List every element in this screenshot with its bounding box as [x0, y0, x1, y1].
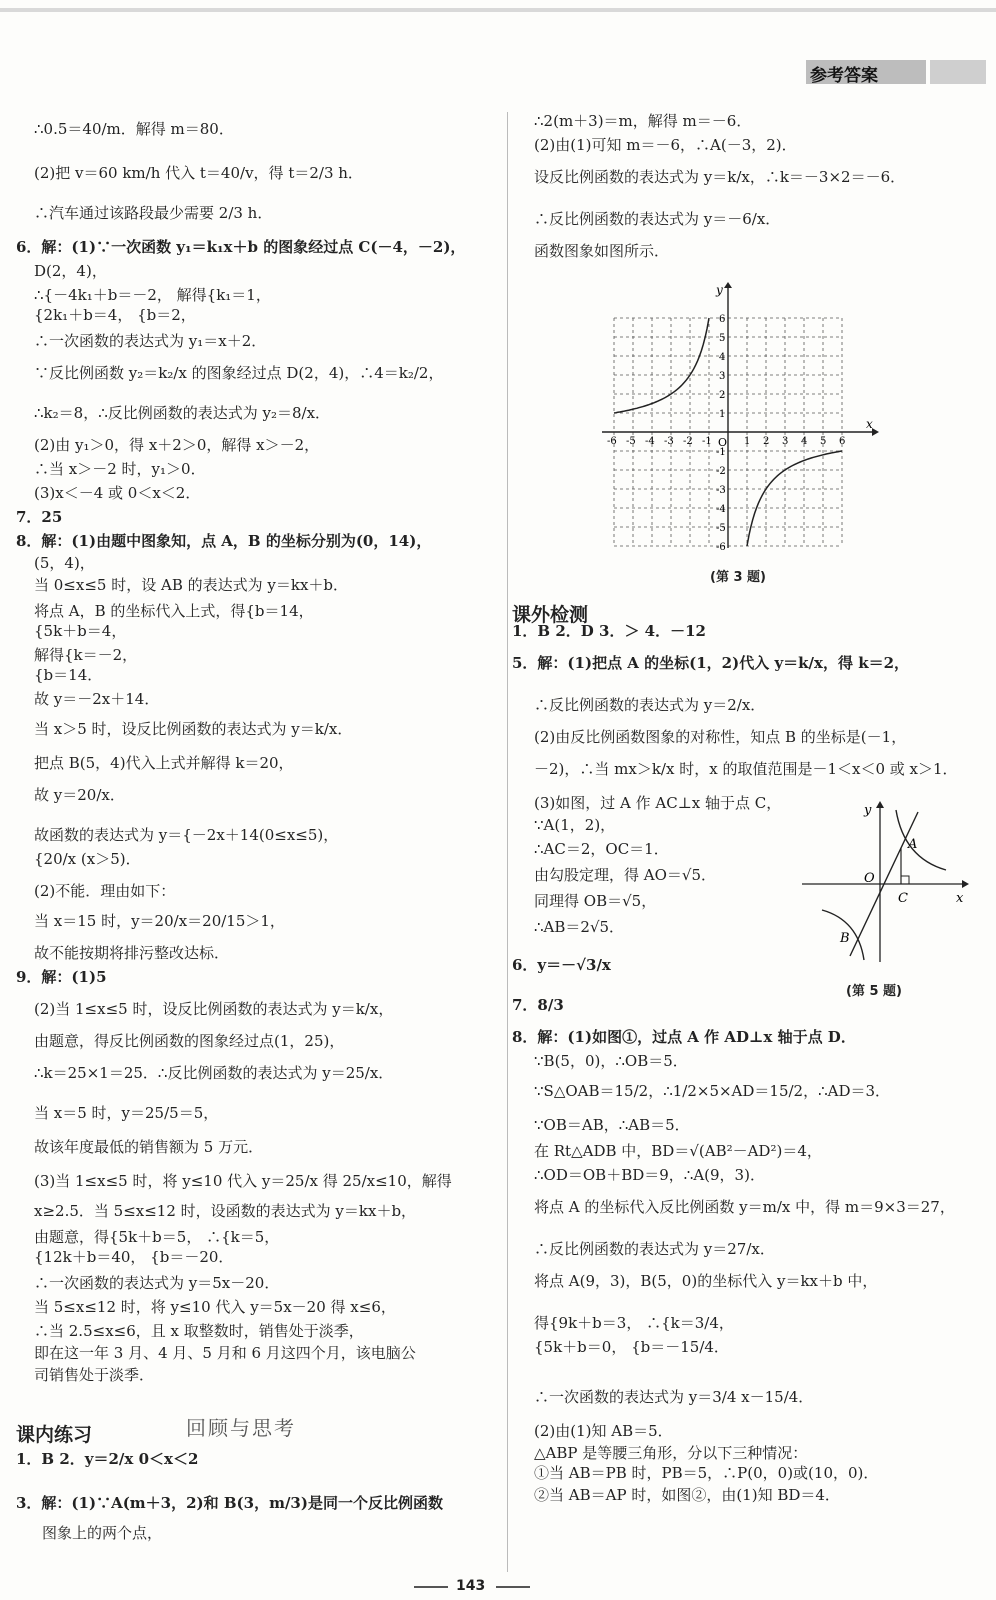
curve-branch-4	[747, 451, 842, 546]
y-tick-label: -6	[716, 542, 726, 553]
right-angle-mark	[901, 876, 909, 884]
text-line: △ABP 是等腰三角形，分以下三种情况：	[534, 1444, 808, 1462]
text-line: 司销售处于淡季．	[34, 1366, 155, 1384]
text-line: 由题意，得反比例函数的图象经过点(1，25)，	[34, 1032, 345, 1050]
text-line: (2)由 y₁＞0，得 x＋2＞0，解得 x＞－2，	[34, 436, 320, 454]
y-tick-label: 1	[719, 409, 726, 420]
graph-ticks	[607, 314, 845, 553]
text-line: 将点 A，B 的坐标代入上式，得{b＝14，	[34, 602, 314, 620]
text-line: ∴{－4k₁＋b＝－2， 解得{k₁＝1，	[34, 286, 271, 304]
text-line: {2k₁＋b＝4， {b＝2，	[34, 306, 196, 324]
x-tick-label: 1	[744, 436, 751, 447]
y-tick-label: -2	[716, 466, 726, 477]
x-tick-label: 6	[839, 436, 846, 447]
column-divider	[507, 112, 508, 1572]
text-line: 由题意，得{5k＋b＝5， ∴{k＝5，	[34, 1228, 280, 1246]
x-axis-label: x	[866, 417, 873, 431]
label-y: y	[864, 803, 872, 818]
text-line: 将点 A(9，3)，B(5，0)的坐标代入 y＝kx＋b 中，	[534, 1272, 878, 1290]
text-line: ∵A(1，2)，	[534, 816, 616, 834]
text-line: ∵反比例函数 y₂＝k₂/x 的图象经过点 D(2，4)，∴4＝k₂/2，	[34, 364, 444, 382]
text-line: 设反比例函数的表达式为 y＝k/x，∴k＝－3×2＝－6．	[534, 168, 906, 186]
text-line: 当 x＝15 时，y＝20/x＝20/15＞1，	[34, 912, 285, 930]
x-tick-label: -2	[683, 436, 693, 447]
text-line: 故 y＝20/x．	[34, 786, 125, 804]
origin-label: O	[718, 436, 728, 449]
x-tick-label: 5	[820, 436, 827, 447]
y-axis-arrow-icon	[876, 801, 884, 808]
text-line: 同理得 OB＝√5，	[534, 892, 657, 910]
answer-tag	[806, 60, 926, 84]
text-line: 1．B 2．y＝2/x 0＜x＜2	[16, 1450, 199, 1468]
y-tick-label: 4	[719, 352, 726, 363]
text-line: 7．25	[16, 508, 63, 526]
text-line: 函数图象如图所示．	[534, 242, 670, 260]
text-line: 3．解：(1)∵A(m＋3，2)和 B(3，m/3)是同一个反比例函数	[16, 1494, 443, 1512]
text-line: ∵B(5，0)，∴OB＝5．	[534, 1052, 688, 1070]
text-line: 6．y＝－√3/x	[512, 956, 611, 974]
y-axis-label: y	[716, 283, 723, 297]
text-line: (3)x＜－4 或 0＜x＜2．	[34, 484, 201, 502]
caption-problem-5: (第 5 题)	[846, 984, 902, 999]
label-b: B	[840, 931, 850, 946]
x-tick-label: 4	[801, 436, 808, 447]
text-line: 1．B 2．D 3．＞ 4．－12	[512, 622, 706, 640]
x-axis-arrow-icon	[962, 880, 969, 888]
text-line: (3)当 1≤x≤5 时，将 y≤10 代入 y＝25/x 得 25/x≤10，解得	[34, 1172, 452, 1190]
text-line: ∵OB＝AB，∴AB＝5．	[534, 1116, 690, 1134]
text-line: 将点 A 的坐标代入反比例函数 y＝m/x 中，得 m＝9×3＝27，	[534, 1198, 955, 1216]
text-line: 8．解：(1)由题中图象知，点 A，B 的坐标分别为(0，14)，	[16, 532, 432, 550]
x-axis-arrow-icon	[872, 428, 879, 436]
y-tick-label: -1	[716, 447, 726, 458]
footer-rule-left	[414, 1586, 448, 1588]
label-c: C	[898, 891, 908, 906]
answer-tag-label: 参考答案	[810, 66, 878, 86]
y-axis-arrow-icon	[724, 282, 732, 288]
tag-bar	[930, 60, 986, 84]
y-tick-label: -4	[716, 504, 726, 515]
graph-problem-3	[600, 282, 880, 554]
review-title: 回顾与思考	[186, 1416, 296, 1440]
y-tick-label: -5	[716, 523, 726, 534]
top-rule	[0, 8, 996, 12]
text-line: 即在这一年 3 月、4 月、5 月和 6 月这四个月，该电脑公	[34, 1344, 416, 1362]
text-line: ∴反比例函数的表达式为 y＝－6/x．	[534, 210, 781, 228]
text-line: {12k＋b＝40， {b＝－20．	[34, 1248, 234, 1266]
footer-rule-right	[496, 1586, 530, 1588]
text-line: ∴OD＝OB＋BD＝9，∴A(9，3)．	[534, 1166, 765, 1184]
text-line: ∴k₂＝8，∴反比例函数的表达式为 y₂＝8/x．	[34, 404, 331, 422]
text-line: ∴当 2.5≤x≤6，且 x 取整数时，销售处于淡季，	[34, 1322, 364, 1340]
section-heading-in-class: 课内练习	[16, 1424, 93, 1446]
text-line: 5．解：(1)把点 A 的坐标(1，2)代入 y＝k/x，得 k＝2，	[512, 654, 910, 672]
text-line: (2)把 v＝60 km/h 代入 t＝40/v，得 t＝2/3 h．	[34, 164, 363, 182]
text-line: －2)，∴当 mx＞k/x 时，x 的取值范围是－1＜x＜0 或 x＞1．	[534, 760, 958, 778]
text-line: 当 5≤x≤12 时，将 y≤10 代入 y＝5x－20 得 x≤6，	[34, 1298, 396, 1316]
text-line: (2)由(1)知 AB＝5．	[534, 1422, 673, 1440]
x-tick-label: 3	[782, 436, 789, 447]
text-line: 把点 B(5，4)代入上式并解得 k＝20，	[34, 754, 294, 772]
text-line: (2)由(1)可知 m＝－6，∴A(－3，2)．	[534, 136, 797, 154]
text-line: D(2，4)，	[34, 262, 107, 280]
text-line: 在 Rt△ADB 中，BD＝√(AB²－AD²)＝4，	[534, 1142, 822, 1160]
text-line: (3)如图，过 A 作 AC⊥x 轴于点 C，	[534, 794, 782, 812]
text-line: ∵S△OAB＝15/2，∴1/2×5×AD＝15/2，∴AD＝3．	[534, 1082, 891, 1100]
text-line: (2)由反比例函数图象的对称性，知点 B 的坐标是(－1，	[534, 728, 907, 746]
text-line: ①当 AB＝PB 时，PB＝5，∴P(0，0)或(10，0)．	[534, 1464, 879, 1482]
text-line: ∴AB＝2√5．	[534, 918, 625, 936]
text-line: ∴反比例函数的表达式为 y＝2/x．	[534, 696, 766, 714]
y-tick-label: 6	[719, 314, 726, 325]
text-line: (2)不能．理由如下：	[34, 882, 176, 900]
y-tick-label: 5	[719, 333, 726, 344]
text-line: 9．解：(1)5	[16, 968, 107, 986]
label-a: A	[908, 837, 918, 852]
section-heading-out-class: 课外检测	[512, 604, 589, 626]
text-line: {5k＋b＝4，	[34, 622, 127, 640]
text-line: ∴AC＝2，OC＝1．	[534, 840, 669, 858]
curve-branch-2	[614, 318, 709, 413]
graph-problem-5	[800, 796, 970, 966]
text-line: 由勾股定理，得 AO＝√5．	[534, 866, 717, 884]
x-tick-label: -6	[607, 436, 617, 447]
text-line: ∴一次函数的表达式为 y＝3/4 x－15/4．	[534, 1388, 814, 1406]
text-line: ∴当 x＞－2 时，y₁＞0．	[34, 460, 206, 478]
text-line: 故函数的表达式为 y＝{－2x＋14(0≤x≤5)，	[34, 826, 339, 844]
text-line: ∴2(m＋3)＝m，解得 m＝－6．	[534, 112, 752, 130]
curve-branch-1	[896, 810, 946, 870]
x-tick-label: 2	[763, 436, 770, 447]
text-line: 7．8/3	[512, 996, 564, 1014]
text-line: ∴反比例函数的表达式为 y＝27/x．	[534, 1240, 775, 1258]
page-number: 143	[456, 1578, 486, 1594]
x-tick-label: -1	[702, 436, 712, 447]
x-tick-label: -5	[626, 436, 636, 447]
text-line: (5，4)，	[34, 554, 95, 572]
text-line: 故不能按期将排污整改达标．	[34, 944, 230, 962]
x-tick-label: -4	[645, 436, 655, 447]
text-line: ∴一次函数的表达式为 y₁＝x＋2．	[34, 332, 267, 350]
text-line: 当 0≤x≤5 时，设 AB 的表达式为 y＝kx＋b．	[34, 576, 349, 594]
text-line: 当 x＞5 时，设反比例函数的表达式为 y＝k/x．	[34, 720, 353, 738]
text-line: ∴汽车通过该路段最少需要 2/3 h．	[34, 204, 273, 222]
label-o: O	[864, 871, 875, 886]
text-line: 当 x＝5 时，y＝25/5＝5，	[34, 1104, 219, 1122]
label-x: x	[956, 891, 964, 906]
text-line: ∴一次函数的表达式为 y＝5x－20．	[34, 1274, 280, 1292]
y-tick-label: 2	[719, 390, 726, 401]
y-tick-label: 3	[719, 371, 726, 382]
text-line: 图象上的两个点，	[42, 1524, 163, 1542]
text-line: ②当 AB＝AP 时，如图②，由(1)知 BD＝4．	[534, 1486, 840, 1504]
text-line: ∴0.5＝40/m．解得 m＝80．	[34, 120, 234, 138]
x-tick-label: -3	[664, 436, 674, 447]
text-line: 故 y＝－2x＋14．	[34, 690, 160, 708]
text-line: {20/x (x＞5)．	[34, 850, 141, 868]
text-line: (2)当 1≤x≤5 时，设反比例函数的表达式为 y＝k/x，	[34, 1000, 394, 1018]
text-line: ∴k＝25×1＝25．∴反比例函数的表达式为 y＝25/x．	[34, 1064, 394, 1082]
text-line: 得{9k＋b＝3， ∴{k＝3/4，	[534, 1314, 734, 1332]
text-line: 故该年度最低的销售额为 5 万元．	[34, 1138, 264, 1156]
caption-problem-3: (第 3 题)	[710, 570, 766, 585]
text-line: x≥2.5．当 5≤x≤12 时，设函数的表达式为 y＝kx＋b，	[34, 1202, 417, 1220]
text-line: 解得{k＝－2，	[34, 646, 138, 664]
y-tick-label: -3	[716, 485, 726, 496]
text-line: {b＝14．	[34, 666, 103, 684]
text-line: {5k＋b＝0， {b＝－15/4．	[534, 1338, 729, 1356]
text-line: 6．解：(1)∵一次函数 y₁＝k₁x＋b 的图象经过点 C(－4，－2)，	[16, 238, 466, 256]
text-line: 8．解：(1)如图①，过点 A 作 AD⊥x 轴于点 D．	[512, 1028, 856, 1046]
